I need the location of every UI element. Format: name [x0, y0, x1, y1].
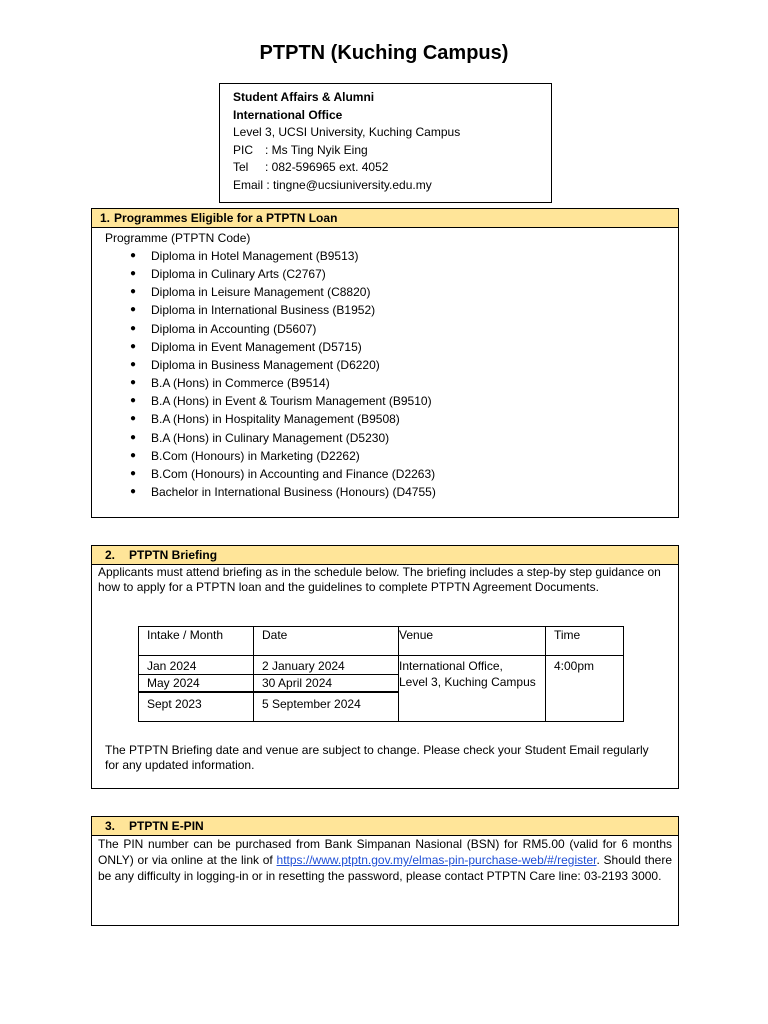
list-item — [130, 247, 678, 265]
list-item — [130, 356, 678, 374]
bullet-icon: ● — [130, 340, 137, 352]
contact-tel-label: Tel — [233, 160, 249, 174]
intake-cell: May 2024 — [139, 675, 254, 693]
bullet-icon: ● — [130, 286, 137, 298]
date-cell: 2 January 2024 — [254, 656, 399, 675]
programme-name: Diploma in Culinary Arts (C2767) — [151, 267, 326, 282]
bullet-icon: ● — [130, 268, 137, 280]
list-item — [130, 283, 678, 301]
section-ptptn-epin — [91, 816, 679, 926]
list-item — [130, 265, 678, 283]
list-item — [130, 447, 678, 465]
briefing-intro: Applicants must attend briefing as in the schedule below. The briefing includes a step-by step guidance on how to apply for a PTPTN loan and the guidelines to complete PTPTN Agreement Documents. — [98, 565, 661, 594]
date-cell: 5 September 2024 — [254, 692, 399, 721]
column-header-time: Time — [546, 627, 624, 656]
venue-line: Level 3, Kuching Campus — [399, 675, 536, 689]
list-item — [130, 338, 678, 356]
column-header-date: Date — [254, 627, 399, 656]
list-item — [130, 429, 678, 447]
programme-name: Diploma in International Business (B1952) — [151, 303, 376, 318]
bullet-icon: ● — [130, 358, 137, 370]
contact-tel-row — [233, 159, 538, 177]
programme-name: B.A (Hons) in Hospitality Management (B9508) — [151, 412, 400, 427]
briefing-schedule-table — [138, 626, 624, 722]
table-row — [139, 656, 624, 675]
epin-purchase-link[interactable]: https://www.ptptn.gov.my/elmas-pin-purchase-web/#/register — [276, 853, 597, 867]
programme-name: Diploma in Leisure Management (C8820) — [151, 285, 371, 300]
contact-office: International Office — [233, 107, 343, 122]
programme-name: B.A (Hons) in Commerce (B9514) — [151, 376, 330, 391]
contact-pic-row — [233, 142, 538, 160]
contact-tel-value: : 082-596965 ext. 4052 — [265, 160, 389, 174]
section-title: PTPTN Briefing — [129, 548, 218, 562]
epin-text-before: The PIN number can be purchased from Bank Simpanan Nasional (BSN) for RM5.00 (valid for 6 months ONLY) or via online at the link of — [98, 837, 672, 867]
date-cell: 30 April 2024 — [254, 675, 399, 693]
list-item — [130, 392, 678, 410]
bullet-icon: ● — [130, 304, 137, 316]
programme-name: Diploma in Hotel Management (B9513) — [151, 249, 359, 263]
bullet-icon: ● — [130, 377, 137, 389]
intake-cell: Sept 2023 — [139, 692, 254, 721]
programme-name: Diploma in Event Management (D5715) — [151, 339, 362, 354]
bullet-icon: ● — [130, 449, 137, 461]
epin-text-after: . Should there be any difficulty in logging-in or in resetting the password, please contact PTPTN Care line: 03-2193 3000. — [98, 853, 673, 883]
bullet-icon: ● — [130, 486, 137, 498]
programme-list-label: Programme (PTPTN Code) — [105, 231, 251, 245]
section-heading — [92, 546, 678, 565]
programme-list — [92, 247, 678, 501]
list-item — [130, 320, 678, 338]
programme-name: Diploma in Business Management (D6220) — [151, 357, 380, 372]
briefing-note: The PTPTN Briefing date and venue are subject to change. Please check your Student Email regularly for any updated information. — [105, 743, 649, 772]
section-eligible-programmes — [91, 208, 679, 518]
section-number: 2. — [105, 548, 116, 562]
bullet-icon: ● — [130, 413, 137, 425]
page-title: PTPTN (Kuching Campus) — [259, 42, 509, 64]
table-header-row — [139, 627, 624, 656]
programme-name: B.A (Hons) in Culinary Management (D5230) — [151, 430, 390, 445]
list-item — [130, 374, 678, 392]
contact-pic-value: : Ms Ting Nyik Eing — [265, 142, 368, 157]
contact-pic-label: PIC — [233, 142, 254, 157]
venue-line: International Office, — [399, 659, 503, 673]
section-number: 3. — [105, 819, 116, 833]
list-item — [130, 301, 678, 319]
programme-name: Diploma in Accounting (D5607) — [151, 321, 317, 336]
bullet-icon: ● — [130, 467, 137, 479]
list-item — [130, 465, 678, 483]
list-item — [130, 410, 678, 428]
programme-name: B.Com (Honours) in Accounting and Finance (D2263) — [151, 466, 436, 481]
section-ptptn-briefing — [91, 545, 679, 789]
venue-cell — [399, 656, 546, 722]
section-heading — [92, 817, 678, 836]
column-header-intake: Intake / Month — [139, 627, 254, 656]
programme-name: B.Com (Honours) in Marketing (D2262) — [151, 448, 360, 463]
bullet-icon: ● — [130, 250, 137, 261]
column-header-venue: Venue — [399, 627, 546, 656]
contact-department: Student Affairs & Alumni — [233, 90, 375, 104]
section-title: PTPTN E-PIN — [129, 819, 204, 833]
bullet-icon: ● — [130, 395, 137, 407]
epin-text — [92, 836, 678, 884]
bullet-icon: ● — [130, 431, 137, 443]
contact-email: Email : tingne@ucsiuniversity.edu.my — [233, 177, 432, 192]
time-cell: 4:00pm — [546, 656, 624, 722]
bullet-icon: ● — [130, 322, 137, 334]
programme-name: Bachelor in International Business (Honours) (D4755) — [151, 485, 436, 500]
section-heading — [92, 209, 678, 228]
programme-name: B.A (Hons) in Event & Tourism Management (B9510) — [151, 394, 432, 409]
intake-cell: Jan 2024 — [139, 656, 254, 675]
list-item — [130, 483, 678, 501]
contact-address: Level 3, UCSI University, Kuching Campus — [233, 125, 461, 139]
section-title: Programmes Eligible for a PTPTN Loan — [114, 211, 338, 225]
contact-box — [219, 83, 552, 203]
section-number: 1. — [100, 211, 111, 225]
